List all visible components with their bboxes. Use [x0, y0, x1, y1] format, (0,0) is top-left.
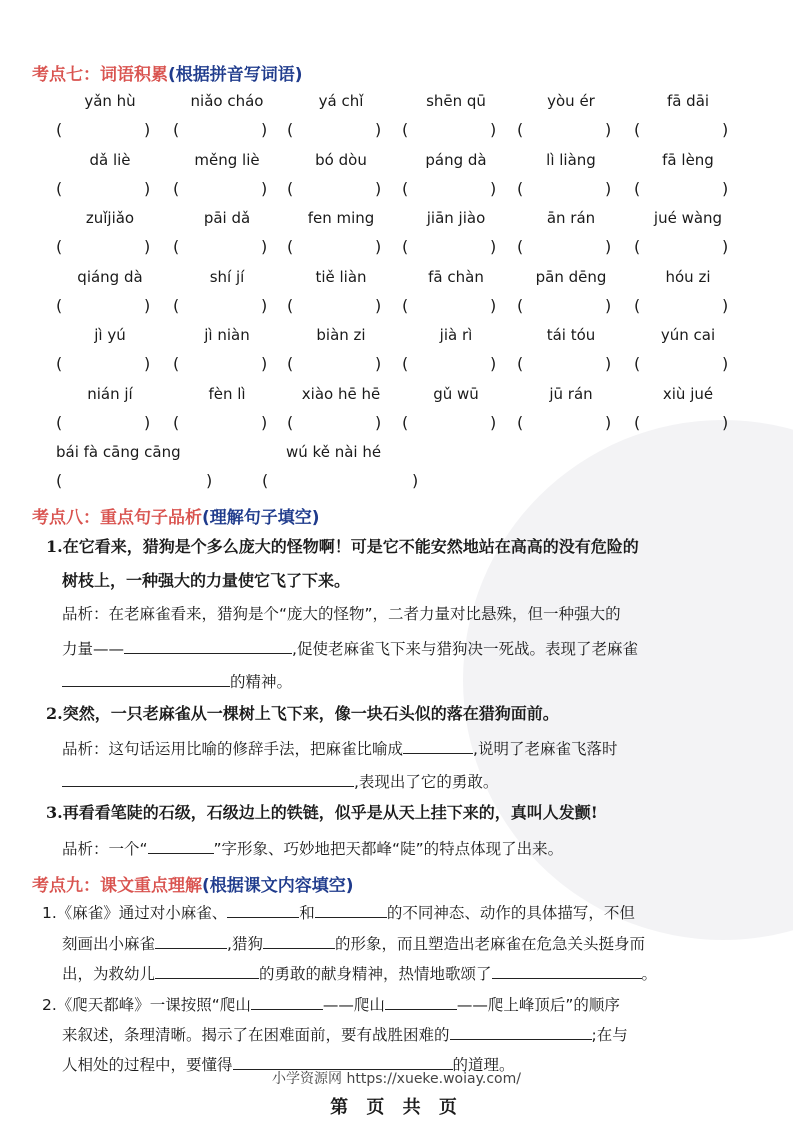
pinyin-prompt: wú kě nài hé — [286, 443, 382, 461]
section7-title: 考点七：词语积累(根据拼音写词语) — [32, 65, 303, 85]
pinyin-prompt: fā lèng — [662, 150, 714, 169]
answer-blank[interactable] — [251, 993, 323, 1010]
s9-q1-line1: 1.《麻雀》通过对小麻雀、 和 的不同神态、动作的具体描写，不但 — [42, 901, 635, 923]
pinyin-prompt: yún cai — [660, 326, 716, 344]
section9-title: 考点九：课文重点理解(根据课文内容填空) — [32, 876, 354, 896]
pinyin-prompt: nián jí — [87, 384, 133, 403]
s8-q2-line1: 2.突然，一只老麻雀从一棵树上飞下来，像一块石头似的落在猎狗面前。 — [46, 704, 559, 723]
pinyin-prompt: fen ming — [307, 209, 375, 227]
s9-q1-line3: 出，为救幼儿 的勇敢的献身精神，热情地歌颂了 。 — [62, 962, 657, 984]
s8-q1-line1: 1.在它看来，猎狗是个多么庞大的怪物啊！可是它不能安然地站在高高的没有危险的 — [46, 537, 639, 556]
answer-blank[interactable] — [124, 637, 292, 654]
pinyin-prompt: yá chǐ — [318, 92, 364, 110]
pinyin-prompt: hóu zi — [665, 267, 711, 286]
s8-q1-line2: 树枝上，一种强大的力量使它飞了下来。 — [62, 571, 351, 590]
s8-a1-line3: 的精神。 — [62, 670, 292, 692]
pinyin-prompt: bái fà cāng cāng — [56, 443, 181, 461]
pinyin-prompt: shēn qū — [426, 92, 486, 110]
pinyin-prompt: pāi dǎ — [203, 209, 251, 227]
s8-a1-line1: 品析：在老麻雀看来，猎狗是个“庞大的怪物”，二者力量对比悬殊，但一种强大的 — [62, 605, 621, 623]
s9-q2-line1: 2.《爬天都峰》一课按照“爬山 ——爬山 ——爬上峰顶后”的顺序 — [42, 993, 620, 1015]
pinyin-prompt: niǎo cháo — [190, 92, 264, 110]
s8-a1-line2: 力量—— ,促使老麻雀飞下来与猎狗决一死战。表现了老麻雀 — [62, 637, 638, 659]
pinyin-prompt: yǎn hù — [84, 92, 136, 110]
pinyin-prompt: shí jí — [209, 267, 245, 286]
pinyin-prompt: xiù jué — [662, 384, 714, 403]
pinyin-prompt: gǔ wū — [433, 384, 479, 403]
pinyin-prompt: qiáng dà — [77, 267, 143, 286]
footer-url: 小学资源网 https://xueke.woiay.com/ — [272, 1071, 521, 1087]
s9-q2-line2: 来叙述，条理清晰。揭示了在困难面前，要有战胜困难的 ;在与 — [62, 1023, 628, 1045]
pinyin-prompt: jià rì — [439, 326, 473, 344]
answer-blank[interactable] — [315, 901, 387, 918]
answer-blank[interactable] — [403, 737, 473, 754]
s8-a2-line1: 品析：这句话运用比喻的修辞手法，把麻雀比喻成 ,说明了老麻雀飞落时 — [62, 737, 617, 759]
pinyin-prompt: dǎ liè — [89, 150, 131, 169]
answer-blank[interactable] — [155, 932, 227, 949]
answer-blank[interactable] — [263, 932, 335, 949]
s9-q1-line2: 刻画出小麻雀 ,猎狗 的形象，而且塑造出老麻雀在危急关头挺身而 — [62, 932, 645, 954]
answer-blank[interactable] — [492, 962, 642, 979]
pinyin-prompt: lì liàng — [546, 150, 596, 169]
pinyin-prompt: fèn lì — [208, 384, 246, 403]
answer-blank[interactable] — [450, 1023, 592, 1040]
answer-blank[interactable] — [148, 837, 214, 854]
s8-a3-line1: 品析：一个“ ”字形象、巧妙地把天都峰“陡”的特点体现了出来。 — [62, 837, 563, 859]
footer-page-number: 第 页 共 页 — [330, 1097, 463, 1118]
pinyin-prompt: jué wàng — [653, 209, 723, 227]
pinyin-prompt: biàn zi — [316, 326, 366, 344]
pinyin-prompt: fā dāi — [666, 92, 710, 110]
pinyin-prompt: ān rán — [546, 209, 596, 227]
pinyin-prompt: páng dà — [425, 150, 487, 169]
s8-a2-line2: ,表现出了它的勇敢。 — [62, 770, 498, 792]
pinyin-prompt: yòu ér — [547, 92, 595, 110]
answer-blank[interactable] — [62, 770, 354, 787]
pinyin-prompt: zuǐjiǎo — [85, 209, 135, 227]
pinyin-prompt: jiān jiào — [426, 209, 486, 227]
watermark-circle — [463, 420, 793, 940]
pinyin-prompt: jū rán — [549, 384, 593, 403]
answer-blank[interactable] — [155, 962, 259, 979]
pinyin-prompt: jì niàn — [204, 326, 250, 344]
answer-blank[interactable] — [385, 993, 457, 1010]
pinyin-prompt: tiě liàn — [315, 267, 367, 286]
pinyin-prompt: jì yú — [94, 326, 126, 344]
pinyin-prompt: měng liè — [194, 150, 260, 169]
section8-title: 考点八：重点句子品析(理解句子填空) — [32, 508, 320, 528]
pinyin-prompt: pān dēng — [535, 267, 607, 286]
worksheet-page: 考点七：词语积累(根据拼音写词语) yǎn hù ( ) niǎo cháo ( ) yá chǐ ( ) shēn qū ( ) yòu ér ( ) fā dāi ( ) dǎ liè ( ) měng liè ( ) bó dòu ( ) páng dà ( ) lì liàng ( ) fā lèng ( ) zuǐjiǎo ( ) pāi dǎ ( ) fen ming ( ) jiān jiào ( ) ān rán ( ) jué wàng ( ) qiáng dà ( ) shí jí ( ) tiě liàn ( ) fā chàn ( ) pān dēng ( ) hóu zi ( ) jì yú ( ) jì niàn ( ) biàn zi ( ) jià rì ( ) tái tóu ( ) yún cai ( ) nián jí ( ) fèn lì ( ) xiào hē hē ( ) gǔ wū ( ) jū rán ( ) xiù jué ( ) bái fà cāng cāng ( ) wú kě nài hé ( ) 考点八：重点句子品析(理解句子填空) 1.在它看来，猎狗是个多么庞大的怪物啊！可是它不能安然地站在高高的没有危险的 树枝上，一种强大的力量使它飞了下来。 品析：在老麻雀看来，猎狗是个“庞大的怪物”，二者力量对比悬殊，但一种强大的 力量—— ,促使老麻雀飞下来与猎狗决一死战。表现了老麻雀 的精神。 2.突然，一只老麻雀从一棵树上飞下来，像一块石头似的落在猎狗面前。 品析：这句话运用比喻的修辞手法，把麻雀比喻成 ,说明了老麻雀飞落时 ,表现出了它的勇敢。 3.再看看笔陡的石级，石级边上的铁链，似乎是从天上挂下来的，真叫人发颤! 品析：一个“ ”字形象、巧妙地把天都峰“陡”的特点体现了出来。 考点九：课文重点理解(根据课文内容填空) 1.《麻雀》通过对小麻雀、 和 的不同神态、动作的具体描写，不但 刻画出小麻雀 ,猎狗 的形象，而且塑造出老麻雀在危急关头挺身而 出，为救幼儿 的勇敢的献身精神，热情地歌颂了 。 2.《爬天都峰》一课按照“爬山 ——爬山 ——爬上峰顶后”的顺序 来叙述，条理清晰。揭示了在困难面前，要有战胜困难的 ;在与 人相处的过程中，要懂得 的道理。 小学资源网 https://xueke.woiay.com/ 第 页 共 页 — [0, 0, 793, 1122]
pinyin-prompt: fā chàn — [428, 267, 484, 286]
pinyin-prompt: tái tóu — [546, 326, 596, 344]
s9-q2-line3: 人相处的过程中，要懂得 的道理。 — [62, 1053, 515, 1075]
answer-blank[interactable] — [62, 670, 230, 687]
pinyin-prompt: xiào hē hē — [301, 384, 381, 403]
answer-blank[interactable] — [227, 901, 299, 918]
s8-q3-line1: 3.再看看笔陡的石级，石级边上的铁链，似乎是从天上挂下来的，真叫人发颤! — [46, 803, 598, 822]
pinyin-prompt: bó dòu — [315, 150, 367, 169]
